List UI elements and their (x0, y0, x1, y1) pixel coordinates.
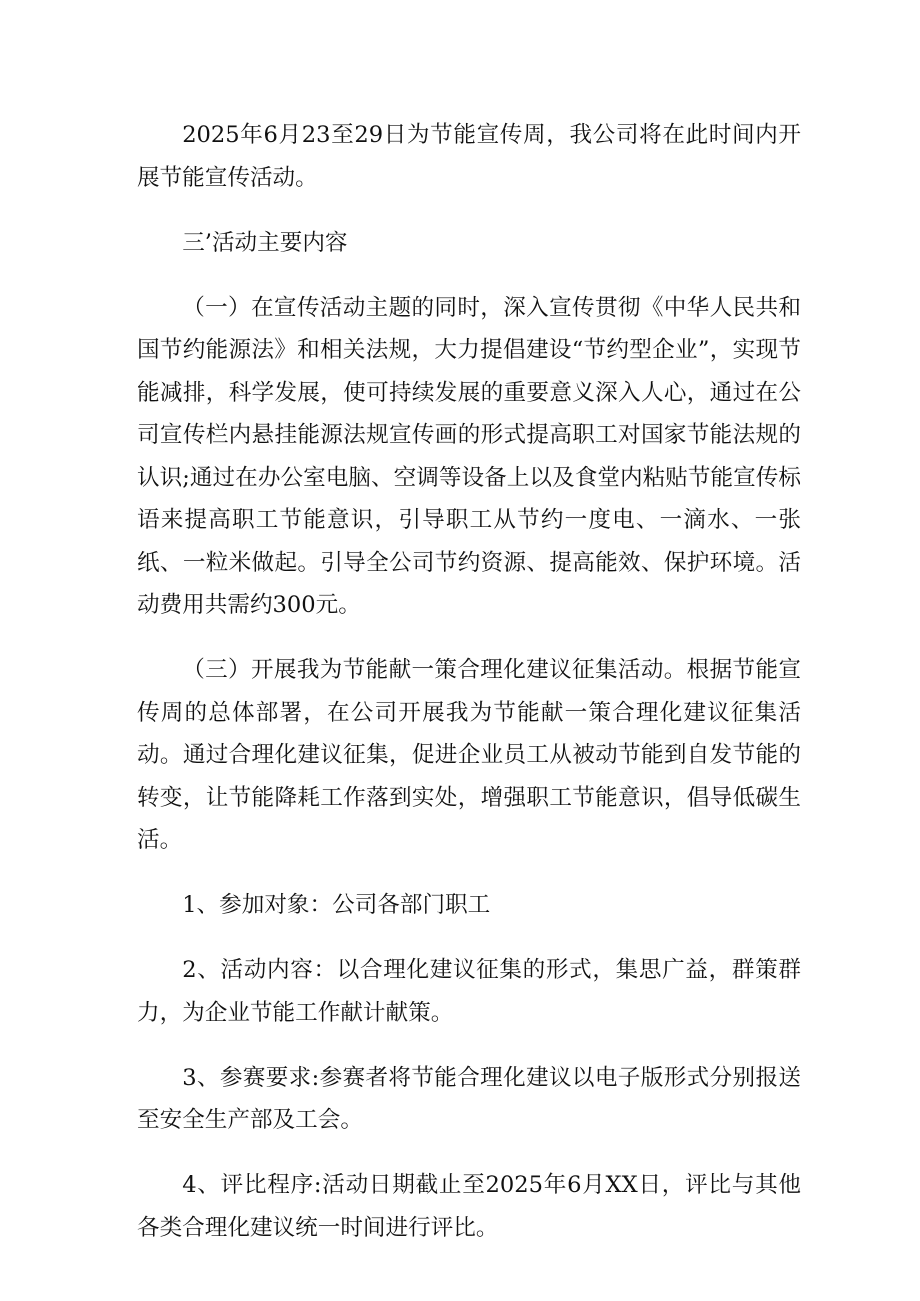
section-heading: 三’活动主要内容 (182, 229, 348, 256)
list-item-content: 2、活动内容：以合理化建议征集的形式，集思广益，群策群力，为企业节能工作献计献策。 (137, 957, 801, 1026)
list-item-evaluation: 4、评比程序:活动日期截止至2025年6月XX日，评比与其他各类合理化建议统一时间进行评比。 (137, 1172, 801, 1241)
paragraph-item-one: （一）在宣传活动主题的同时，深入宣传贯彻《中华人民共和国节约能源法》和相关法规，大力提倡建设“节约型企业”，实现节能减排，科学发展，使可持续发展的重要意义深入人心，通过在公司宣传栏内悬挂能源法规宣传画的形式提高职工对国家节能法规的认识;通过在办公室电脑、空调等设备上以及食堂内粘贴节能宣传标语来提高职工节能意识，引导职工从节约一度电、一滴水、一张纸、一粒米做起。引导全公司节约资源、提高能效、保护环境。活动费用共需约300元。 (137, 294, 801, 618)
paragraph-item-three: （三）开展我为节能献一策合理化建议征集活动。根据节能宣传周的总体部署，在公司开展我为节能献一策合理化建议征集活动。通过合理化建议征集，促进企业员工从被动节能到自发节能的转变，让节能降耗工作落到实处，增强职工节能意识，倡导低碳生活。 (137, 657, 801, 853)
document-body (137, 114, 801, 1272)
list-item-requirements: 3、参赛要求:参赛者将节能合理化建议以电子版形式分别报送至安全生产部及工会。 (137, 1064, 801, 1133)
paragraph-intro: 2025年6月23至29日为节能宣传周，我公司将在此时间内开展节能宣传活动。 (137, 122, 801, 191)
list-item-participants: 1、参加对象：公司各部门职工 (182, 892, 491, 918)
